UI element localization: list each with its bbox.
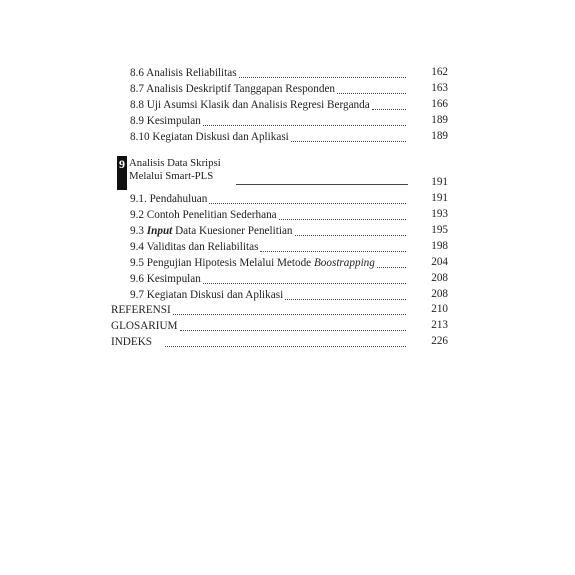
toc-entry-8-6[interactable] xyxy=(130,64,448,80)
leader-dots xyxy=(285,298,406,300)
toc-page-number: 204 xyxy=(431,256,448,268)
toc-entry-title: 8.8 Uji Asumsi Klasik dan Analisis Regresi Berganda xyxy=(130,99,370,111)
toc-entry-title: 9.7 Kegiatan Diskusi dan Aplikasi xyxy=(130,289,284,301)
leader-dots xyxy=(337,92,406,94)
chapter-number-badge: 9 xyxy=(117,156,127,190)
toc-page-number: 189 xyxy=(431,114,448,126)
toc-entry-glosarium[interactable] xyxy=(111,317,448,333)
leader-dots xyxy=(239,76,406,78)
chapter-page-number: 191 xyxy=(431,176,448,188)
toc-entry-title: 9.2 Contoh Penelitian Sederhana xyxy=(130,209,277,221)
toc-entry-title: REFERENSI xyxy=(111,304,171,316)
leader-dots xyxy=(291,140,406,142)
toc-page-number: 163 xyxy=(431,82,448,94)
toc-page-number: 195 xyxy=(431,224,448,236)
chapter-title-line-1: Analisis Data Skripsi xyxy=(129,157,221,169)
toc-entry-title: GLOSARIUM xyxy=(111,320,178,332)
toc-entry-8-10[interactable] xyxy=(130,128,448,144)
toc-page-number: 162 xyxy=(431,66,448,78)
leader-dots xyxy=(165,345,406,347)
toc-entry-8-7[interactable] xyxy=(130,80,448,96)
toc-page-number: 208 xyxy=(431,288,448,300)
chapter-title[interactable] xyxy=(129,157,221,183)
leader-dots xyxy=(203,124,406,126)
leader-dots xyxy=(260,250,406,252)
toc-page-number: 208 xyxy=(431,272,448,284)
toc-entry-title: 9.1. Pendahuluan xyxy=(130,193,208,205)
toc-entry-title: 9.6 Kesimpulan xyxy=(130,273,201,285)
toc-entry-referensi[interactable] xyxy=(111,301,448,317)
toc-entry-indeks[interactable] xyxy=(111,333,448,349)
leader-dots xyxy=(209,202,406,204)
leader-dots xyxy=(173,313,406,315)
toc-page-number: 210 xyxy=(431,303,448,315)
toc-entry-title: 9.4 Validitas dan Reliabilitas xyxy=(130,241,259,253)
chapter-title-line-2: Melalui Smart-PLS xyxy=(129,170,214,182)
toc-entry-9-3[interactable] xyxy=(130,222,448,238)
chapter-rule xyxy=(236,184,408,185)
toc-entry-9-5[interactable] xyxy=(130,254,448,270)
toc-entry-8-8[interactable] xyxy=(130,96,448,112)
leader-dots xyxy=(203,282,406,284)
toc-entry-title: 8.7 Analisis Deskriptif Tanggapan Responden xyxy=(130,83,336,95)
leader-dots xyxy=(180,329,406,331)
toc-page-number: 166 xyxy=(431,98,448,110)
toc-page-number: 226 xyxy=(431,335,448,347)
leader-dots xyxy=(279,218,406,220)
toc-page-number: 191 xyxy=(431,192,448,204)
toc-entry-9-7[interactable] xyxy=(130,286,448,302)
toc-entry-9-1[interactable] xyxy=(130,190,448,206)
toc-entry-title: 9.3 Input Data Kuesioner Penelitian xyxy=(130,225,293,237)
toc-entry-9-6[interactable] xyxy=(130,270,448,286)
toc-page-number: 193 xyxy=(431,208,448,220)
toc-page-number: 189 xyxy=(431,130,448,142)
leader-dots xyxy=(377,266,406,268)
leader-dots xyxy=(295,234,406,236)
toc-entry-title: 9.5 Pengujian Hipotesis Melalui Metode Boostrapping xyxy=(130,257,375,269)
leader-dots xyxy=(372,108,406,110)
toc-entry-title: 8.10 Kegiatan Diskusi dan Aplikasi xyxy=(130,131,289,143)
toc-entry-8-9[interactable] xyxy=(130,112,448,128)
toc-page-number: 198 xyxy=(431,240,448,252)
toc-entry-9-2[interactable] xyxy=(130,206,448,222)
toc-entry-title: 8.6 Analisis Reliabilitas xyxy=(130,67,237,79)
toc-page-number: 213 xyxy=(431,319,448,331)
toc-entry-title: 8.9 Kesimpulan xyxy=(130,115,201,127)
toc-entry-title: INDEKS xyxy=(111,336,153,348)
toc-entry-9-4[interactable] xyxy=(130,238,448,254)
